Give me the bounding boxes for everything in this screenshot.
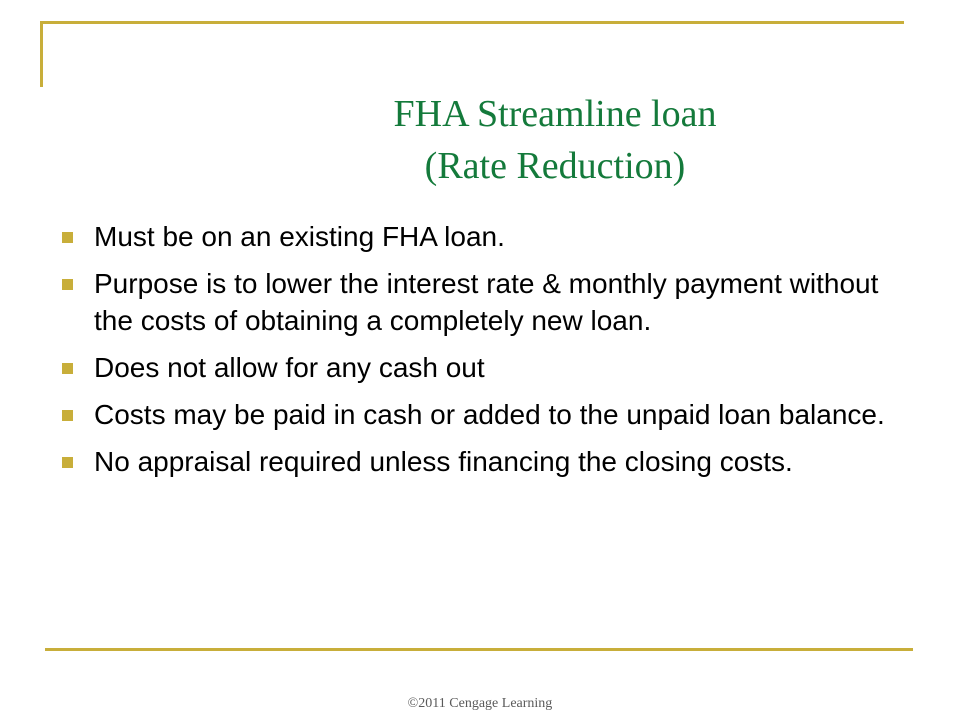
bullet-list	[62, 218, 902, 490]
bullet-item-purpose	[62, 265, 902, 339]
copyright-footer: ©2011 Cengage Learning	[407, 696, 553, 711]
bullet-item-appraisal	[62, 443, 902, 480]
bullet-item-costs	[62, 396, 902, 433]
left-rule-line	[40, 21, 43, 87]
bullet-text: Costs may be paid in cash or added to the unpaid loan balance.	[94, 399, 885, 430]
bullet-text: No appraisal required unless financing the closing costs.	[94, 446, 793, 477]
top-rule-line	[40, 21, 904, 24]
square-bullet-icon	[62, 232, 73, 243]
square-bullet-icon	[62, 279, 73, 290]
bottom-rule-line	[45, 648, 913, 651]
slide-title	[260, 88, 850, 192]
square-bullet-icon	[62, 410, 73, 421]
title-line-1: FHA Streamline loan	[393, 93, 717, 135]
square-bullet-icon	[62, 457, 73, 468]
bullet-text: Does not allow for any cash out	[94, 352, 485, 383]
bullet-text: Must be on an existing FHA loan.	[94, 221, 505, 252]
bullet-item-no-cash-out	[62, 349, 902, 386]
bullet-text: Purpose is to lower the interest rate & monthly payment without the costs of obtaining a completely new loan.	[94, 268, 879, 336]
bullet-item-existing-fha	[62, 218, 902, 255]
square-bullet-icon	[62, 363, 73, 374]
title-line-2: (Rate Reduction)	[424, 145, 686, 187]
